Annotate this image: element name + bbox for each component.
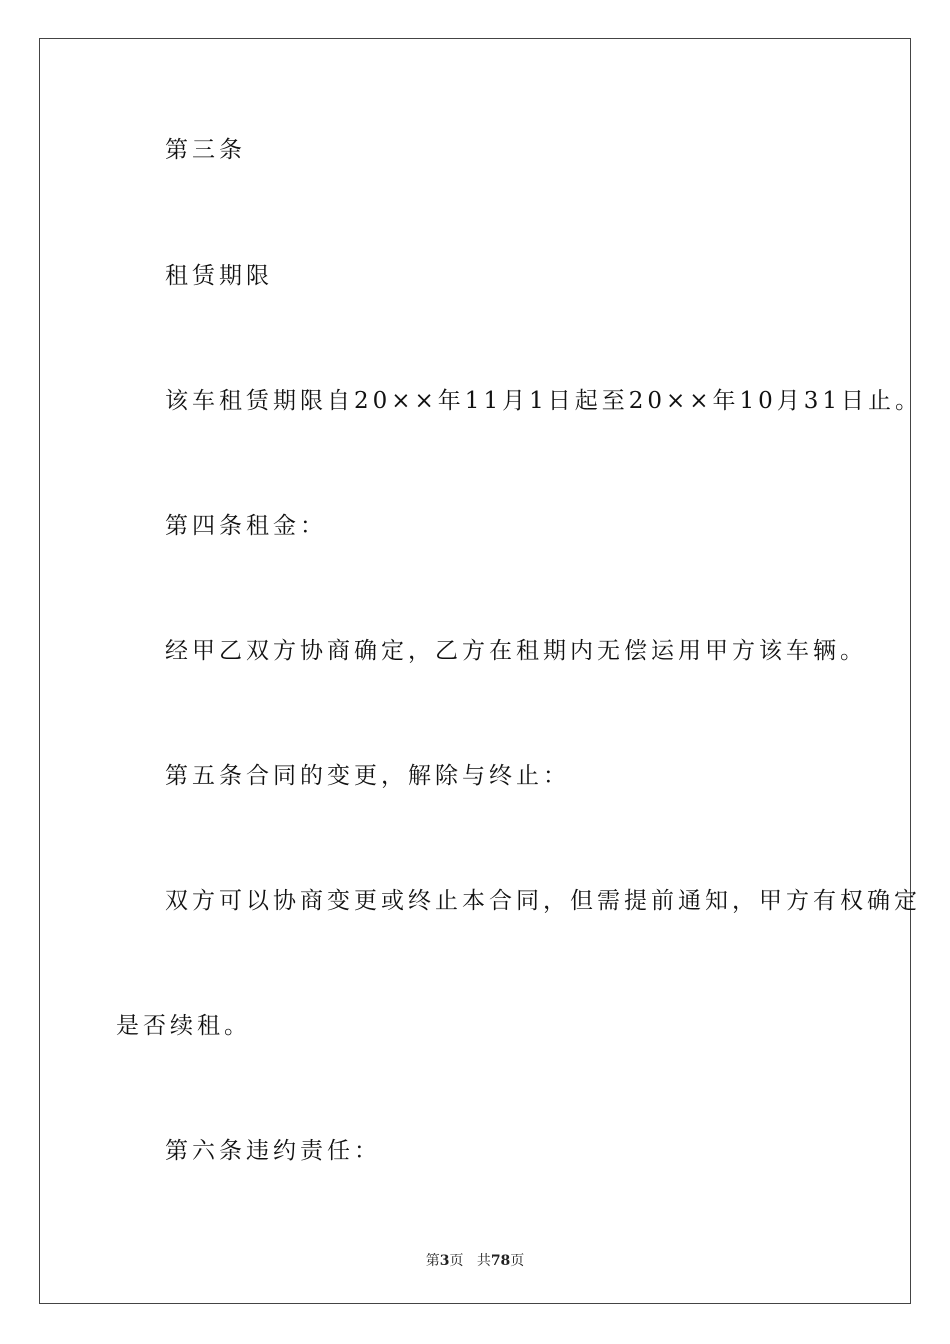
rent-text: 经甲乙双方协商确定，乙方在租期内无偿运用甲方该车辆。: [165, 638, 867, 664]
footer-total-suffix: 页: [510, 1253, 525, 1269]
page-frame: [39, 38, 911, 1304]
article-3-heading: 第三条: [165, 137, 246, 163]
article-4-heading: 第四条租金：: [165, 513, 327, 539]
article-5-heading: 第五条合同的变更，解除与终止：: [165, 763, 570, 789]
article-6-heading: 第六条违约责任：: [165, 1138, 381, 1164]
footer-total-prefix: 共: [476, 1253, 491, 1269]
lease-term-heading: 租赁期限: [165, 263, 273, 289]
page-footer: [0, 1250, 950, 1270]
lease-term-text: 该车租赁期限自20××年11月1日起至20××年10月31日止。: [165, 388, 923, 414]
footer-page-prefix: 第: [425, 1253, 440, 1269]
footer-page-number: 3: [439, 1253, 450, 1269]
change-termination-text: 双方可以协商变更或终止本合同，但需提前通知，甲方有权确定: [165, 888, 921, 914]
footer-page-suffix: 页: [449, 1253, 464, 1269]
footer-total-pages: 78: [490, 1253, 511, 1269]
change-termination-text-continued: 是否续租。: [116, 1013, 251, 1039]
